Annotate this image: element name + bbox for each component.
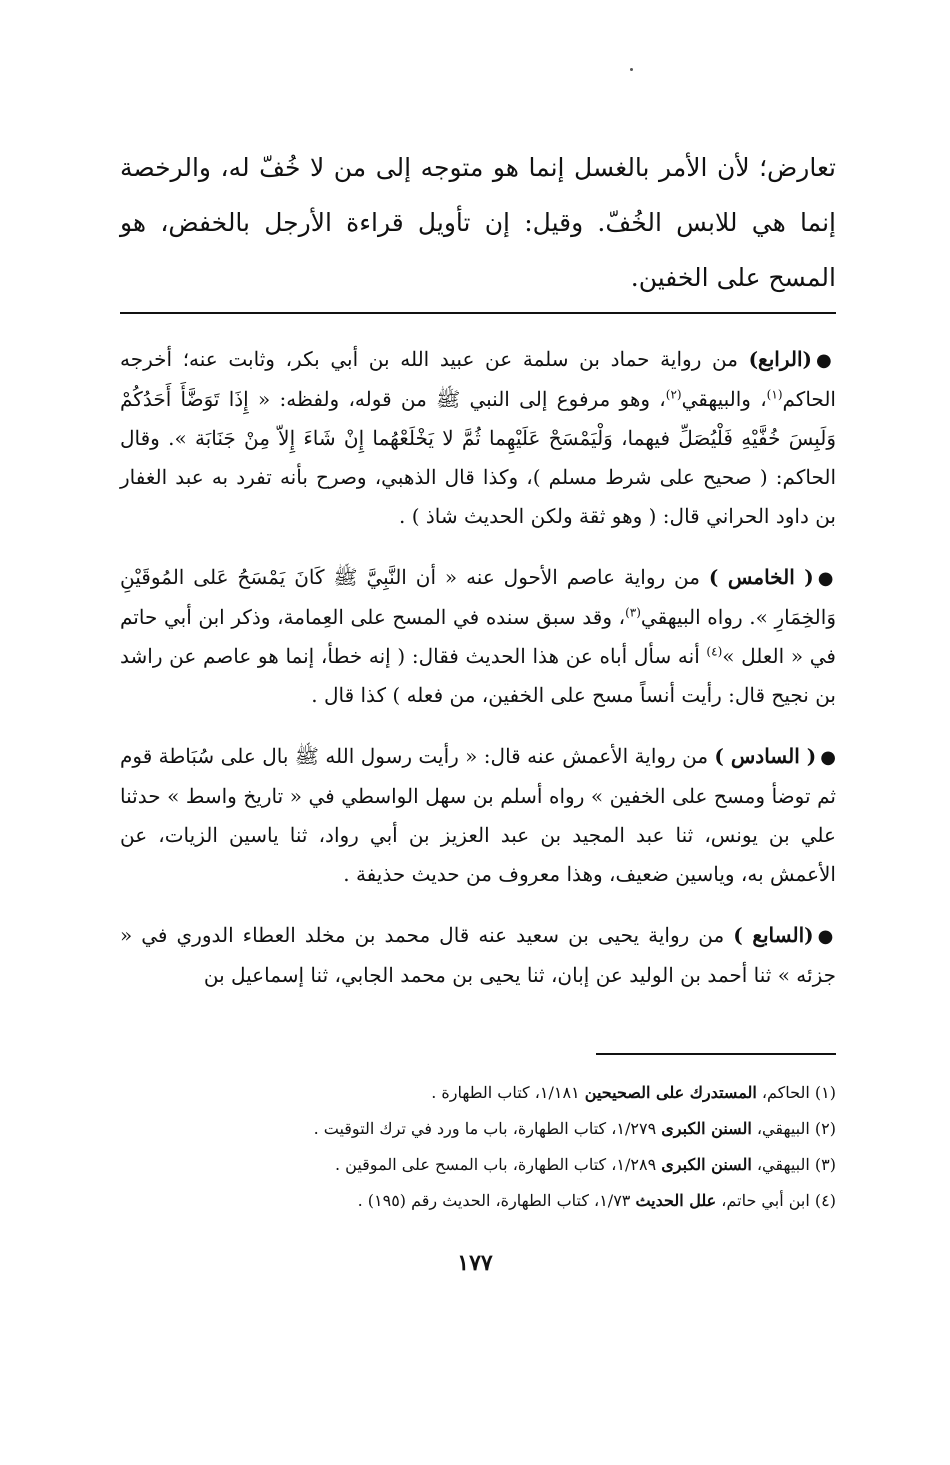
footnote-item [120, 1183, 836, 1219]
footnote-item [120, 1111, 836, 1147]
paragraph-fourth [120, 340, 836, 536]
footnote-item [120, 1147, 836, 1183]
paragraph-seventh [120, 916, 836, 995]
footnote-number: (١) [814, 1083, 836, 1102]
paragraph-text: من رواية حماد بن سلمة عن عبيد الله بن أبي بكر، وثابت عنه؛ أخرجه الحاكم [120, 347, 836, 411]
footnotes [120, 1075, 836, 1219]
footnote-location: ١/٢٨٩، كتاب الطهارة، باب المسح على الموقين . [334, 1155, 662, 1174]
footnote-author: الحاكم، [756, 1083, 815, 1102]
bullet-icon: ● [820, 747, 836, 768]
footnote-author: ابن أبي حاتم، [716, 1191, 815, 1210]
bullet-icon: ● [815, 350, 836, 371]
paragraph-text: من رواية يحيى بن سعيد عنه قال محمد بن مخلد العطاء الدوري في « جزئه » ثنا أحمد بن الوليد عن إبان، ثنا يحيى بن محمد الجابي، ثنا إسماعيل بن [120, 923, 836, 987]
paragraph-text: من رواية الأعمش عنه قال: « رأيت رسول الله ﷺ بال على سُبَاطة قوم ثم توضأ ومسح على الخفين » رواه أسلم بن سهل الواسطي في « تاريخ واسط » حدثنا علي بن يونس، ثنا عبد المجيد بن عبد العزيز بن أبي رواد، ثنا ياسين الزيات، عن الأعمش به، وياسين ضعيف، وهذا معروف من حديث حذيفة . [120, 744, 836, 886]
paragraph-title: (السابع ) [733, 923, 814, 947]
bullet-icon: ● [817, 926, 836, 947]
footnote-ref[interactable]: (١) [766, 387, 783, 402]
footnote-book-title: السنن الكبرى [661, 1119, 752, 1138]
footnote-location: ١/١٨١، كتاب الطهارة . [431, 1083, 585, 1102]
footnote-number: (٢) [814, 1119, 836, 1138]
paragraph-title: ( السادس ) [714, 744, 817, 768]
footnote-location: ١/٢٧٩، كتاب الطهارة، باب ما ورد في ترك التوقيت . [313, 1119, 662, 1138]
footnote-book-title: المستدرك على الصحيحين [584, 1083, 757, 1102]
paragraph-title: (الرابع) [748, 347, 812, 371]
main-body [120, 340, 836, 1017]
footnote-author: البيهقي، [751, 1119, 815, 1138]
scan-speck [630, 68, 633, 71]
footnote-item [120, 1075, 836, 1111]
footnote-divider [596, 1053, 836, 1055]
bullet-icon: ● [817, 568, 836, 589]
paragraph-text: ، وهو مرفوع إلى النبي ﷺ من قوله، ولفظه: « إِذَا تَوَضَّأَ أَحَدُكُمْ وَلَبِسَ خُفَّيْهِ فَلْيُصَلِّ فيهما، وَلْيَمْسَحْ عَلَيْهِما ثُمَّ لا يَخْلَعْهُما إِنْ شَاءَ إِلاّ مِنْ جَنَابَة ». وقال الحاكم: ( صحيح على شرط مسلم )، وكذا قال الذهبي، وصرح بأنه تفرد به عبد الغفار بن داود الحراني قال: ( وهو ثقة ولكن الحديث شاذ ) . [120, 387, 836, 528]
paragraph-text: من رواية عاصم الأحول عنه « أن النَّبِيَّ ﷺ كَانَ يَمْسَحُ عَلى المُوقَيْنِ وَالخِمَارِ ». رواه البيهقي [120, 565, 836, 629]
footnote-ref[interactable]: (٢) [665, 387, 682, 402]
paragraph-text: ، والبيهقي [681, 387, 767, 411]
paragraph-text: أنه سأل أباه عن هذا الحديث فقال: ( إنه خطأ، إنما هو عاصم عن راشد بن نجيح قال: رأيت أنساً مسح على الخفين، من فعله ) كذا قال . [120, 644, 836, 707]
page-number: ١٧٧ [457, 1250, 493, 1276]
footnote-ref[interactable]: (٤) [706, 644, 723, 659]
footnote-number: (٤) [814, 1191, 836, 1210]
paragraph-title: ( الخامس ) [708, 565, 814, 589]
footnote-location: ١/٧٣، كتاب الطهارة، الحديث رقم (١٩٥) . [357, 1191, 636, 1210]
footnote-book-title: علل الحديث [635, 1191, 717, 1210]
footnote-number: (٣) [814, 1155, 836, 1174]
continuation-paragraph: تعارض؛ لأن الأمر بالغسل إنما هو متوجه إلى من لا خُفّ له، والرخصة إنما هي للابس الخُفّ. وقيل: إن تأويل قراءة الأرجل بالخفض، هو المسح على الخفين. [120, 153, 836, 292]
paragraph-sixth [120, 737, 836, 894]
footnote-author: البيهقي، [751, 1155, 815, 1174]
footnote-book-title: السنن الكبرى [661, 1155, 752, 1174]
top-section [120, 140, 836, 305]
paragraph-fifth [120, 558, 836, 715]
footnote-ref[interactable]: (٣) [625, 605, 641, 620]
paragraph-text: ، وقد سبق سنده في المسح على العِمامة، وذكر ابن أبي حاتم في « العلل » [120, 605, 836, 668]
section-divider [120, 312, 836, 314]
